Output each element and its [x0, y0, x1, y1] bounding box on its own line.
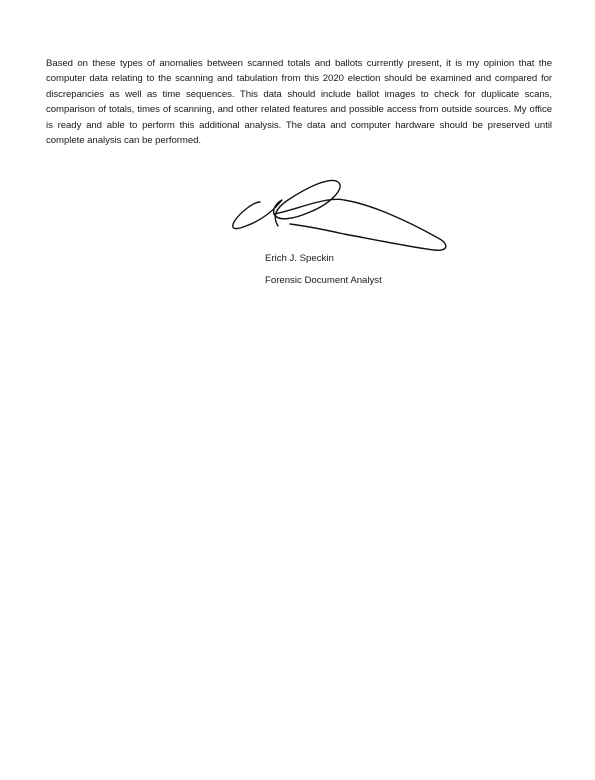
signature-main-stroke	[233, 180, 446, 250]
signer-name: Erich J. Speckin	[265, 253, 334, 264]
handwritten-signature	[226, 172, 452, 258]
body-paragraph: Based on these types of anomalies between scanned totals and ballots currently present, it is my opinion that the computer data relating to the scanning and tabulation from this 2020 election should be examined and compared for discrepancies as well as time sequences. This data should include ballot images to check for duplicate scans, comparison of totals, times of scanning, and other related features and possible access from outside sources. My office is ready and able to perform this additional analysis. The data and computer hardware should be preserved until complete analysis can be performed.	[46, 58, 552, 147]
signer-title: Forensic Document Analyst	[265, 275, 382, 286]
